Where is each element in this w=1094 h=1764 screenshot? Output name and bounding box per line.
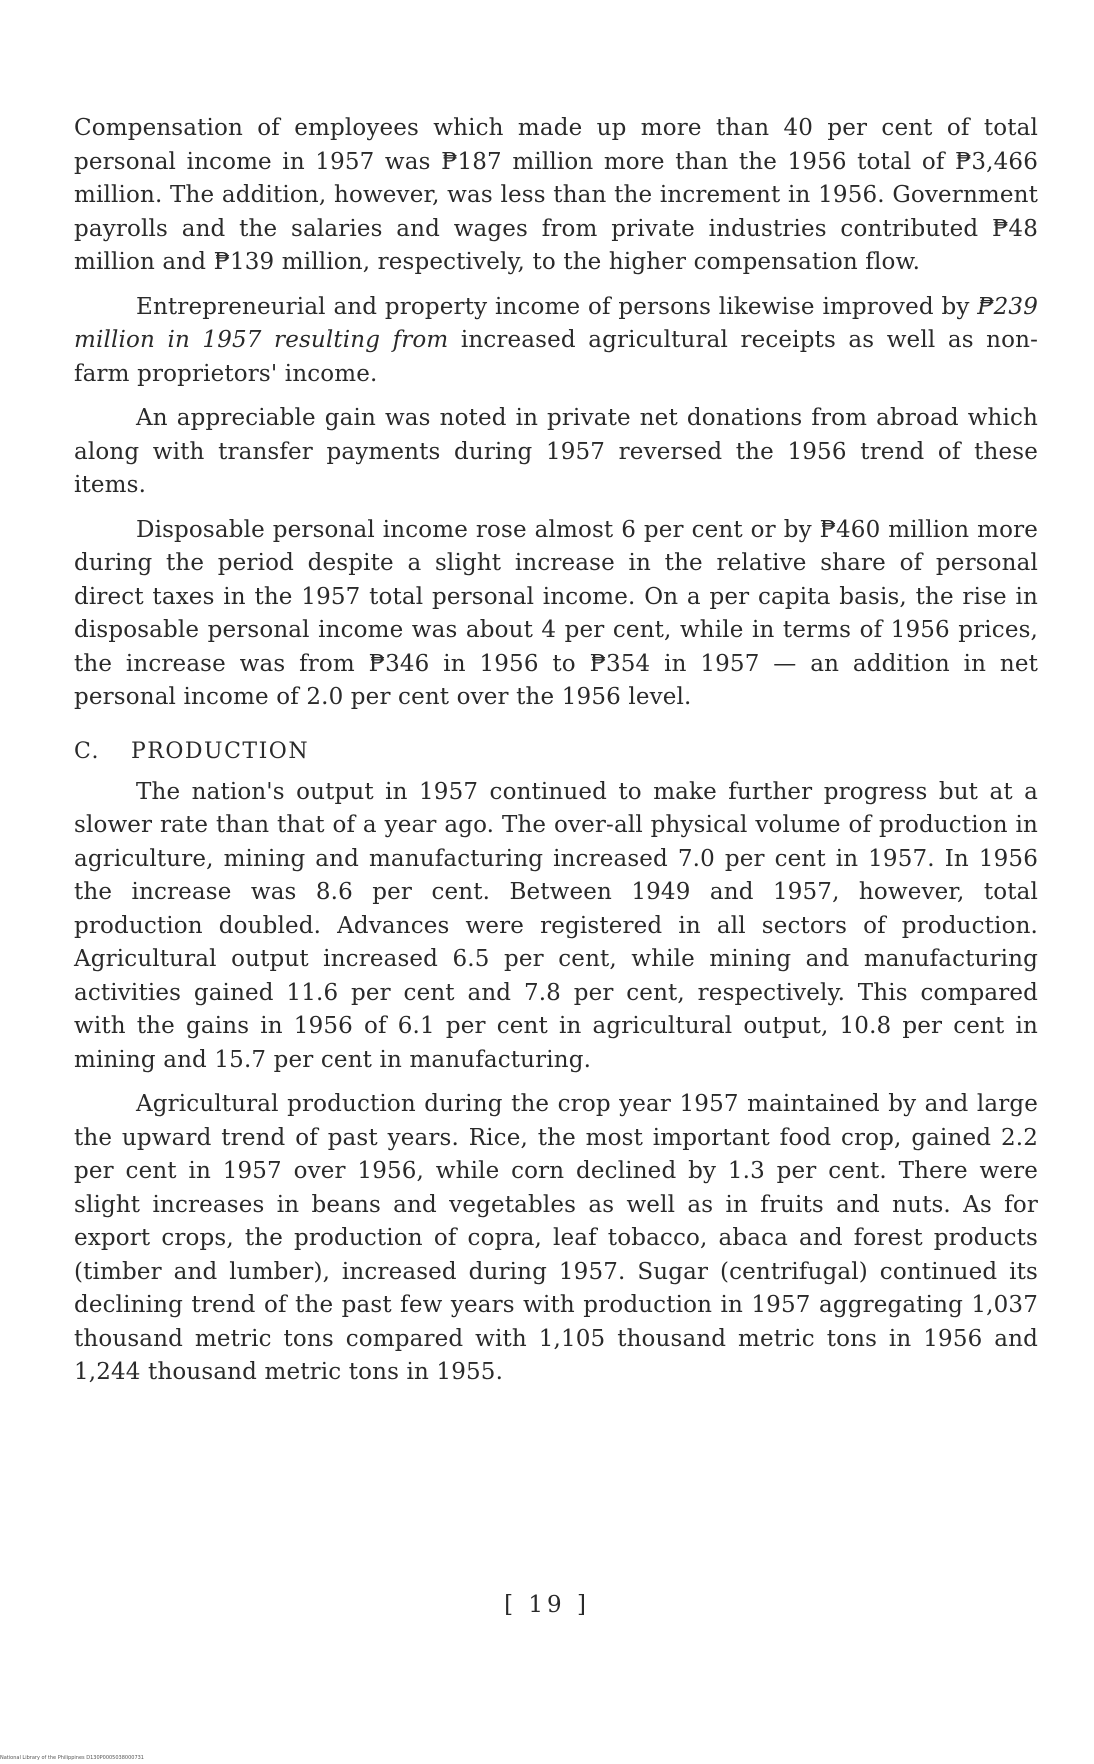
paragraph-donations: An appreciable gain was noted in private net donations from abroad which along with transfer payments during 1957 reversed the 1956 trend of these items.	[74, 405, 1038, 498]
paragraph-disposable-income: Disposable personal income rose almost 6 per cent or by ₱460 million more during the period despite a slight increase in the relative share of personal direct taxes in the 1957 total personal income. On a per capita basis, the rise in disposable personal income was about 4 per cent, while in terms of 1956 prices, the increase was from ₱346 in 1956 to ₱354 in 1957 — an addition in net personal income of 2.0 per cent over the 1956 level.	[74, 516, 1038, 710]
footer-note: National Library of the Philippines D130P0005038000731	[0, 1755, 144, 1761]
paragraph-output: The nation's output in 1957 continued to make further progress but at a slower rate than that of a year ago. The over-all physical volume of production in agriculture, mining and manufacturing increased 7.0 per cent in 1957. In 1956 the increase was 8.6 per cent. Between 1949 and 1957, however, total production doubled. Advances were registered in all sectors of production. Agricultural output increased 6.5 per cent, while mining and manufacturing activities gained 11.6 per cent and 7.8 per cent, respectively. This compared with the gains in 1956 of 6.1 per cent in agricultural output, 10.8 per cent in mining and 15.7 per cent in manufacturing.	[74, 778, 1038, 1073]
paragraph-agricultural-production: Agricultural production during the crop year 1957 maintained by and large the upward trend of past years. Rice, the most important food crop, gained 2.2 per cent in 1957 over 1956, while corn declined by 1.3 per cent. There were slight increases in beans and vegetables as well as in fruits and nuts. As for export crops, the production of copra, leaf tobacco, abaca and forest products (timber and lumber), increased during 1957. Sugar (centrifugal) continued its declining trend of the past few years with production in 1957 aggregating 1,037 thousand metric tons compared with 1,105 thousand metric tons in 1956 and 1,244 thousand metric tons in 1955.	[74, 1091, 1038, 1385]
document-page	[74, 112, 1038, 1390]
paragraph-entrepreneurial-income	[74, 291, 1038, 392]
paragraph-compensation: Compensation of employees which made up more than 40 per cent of total personal income in 1957 was ₱187 million more than the 1956 total of ₱3,466 million. The addition, however, was less than the increment in 1956. Government payrolls and the salaries and wages from private industries contributed ₱48 million and ₱139 million, respectively, to the higher compensation flow.	[74, 115, 1038, 275]
paragraph-entrepreneurial-italic-text: ₱239 million in 1957 resulting from	[74, 293, 1038, 353]
paragraph-entrepreneurial-text-end: increased agricultural receipts as well as non-farm proprietors' income.	[74, 327, 1038, 387]
paragraph-entrepreneurial-text-start: Entrepreneurial and property income of persons likewise improved by	[136, 293, 978, 320]
section-label: C.	[74, 738, 101, 764]
section-heading	[74, 735, 1038, 768]
page-number: [ 19 ]	[504, 1592, 590, 1618]
section-title: PRODUCTION	[131, 738, 310, 764]
